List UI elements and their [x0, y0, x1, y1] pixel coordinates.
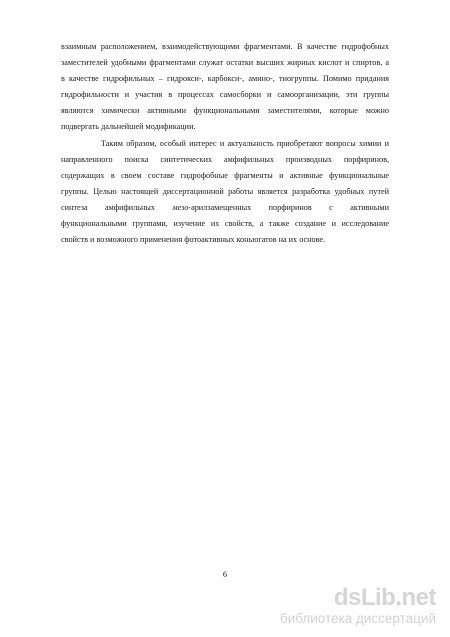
logo-suffix: net — [401, 584, 436, 611]
meso-italic: мезо — [172, 202, 189, 212]
page-number: 6 — [222, 569, 228, 579]
text-line-synthesis — [61, 200, 389, 216]
logo-dot: . — [395, 584, 402, 611]
text-line: взаимным расположением, взаимодействующими фрагментами. В качестве гидрофобных — [61, 42, 389, 51]
watermark-tagline: библиотека диссертаций — [279, 611, 436, 626]
text-line: Таким образом, особый интерес и актуальность приобретают вопросы химии и — [101, 138, 389, 148]
text-line: гидрофильности и участия в процессах самосборки и самоорганизации, эти группы — [61, 90, 389, 100]
text-line: заместителей удобными фрагментами служат остатки высших жирных кислот и спиртов, а — [61, 58, 389, 68]
dslib-watermark — [246, 585, 436, 627]
text-line: подвергать дальнейшей модификации. — [61, 122, 196, 132]
logo-prefix: dsLib — [333, 584, 396, 611]
text-line: являются химически активными функциональными заместителями, которые можно — [61, 106, 389, 116]
text-line: направленного поиска синтетических амфифильных производных порфиринов, — [61, 154, 389, 164]
text-line: в качестве гидрофильных – гидрокси-, карбокси-, амино-, тиогруппы. Помимо придания — [61, 74, 389, 84]
text-line: группы. Целью настоящей диссертационной работы является разработка удобных путей — [61, 186, 389, 196]
synthesis-before: синтеза амфифильных — [61, 202, 173, 212]
synthesis-after: -арилзамещенных порфиринов с активными — [188, 202, 389, 212]
text-line: свойств и возможного применения фотоактивных коньюгатов на их основе. — [61, 235, 326, 245]
text-line: функциональными группами, изучение их свойств, а также создание и исследование — [61, 219, 389, 229]
watermark-logo — [246, 585, 436, 611]
text-line: содержащих в своем составе гидрофобные фрагменты и активные функциональные — [61, 170, 389, 180]
document-body — [61, 39, 389, 248]
